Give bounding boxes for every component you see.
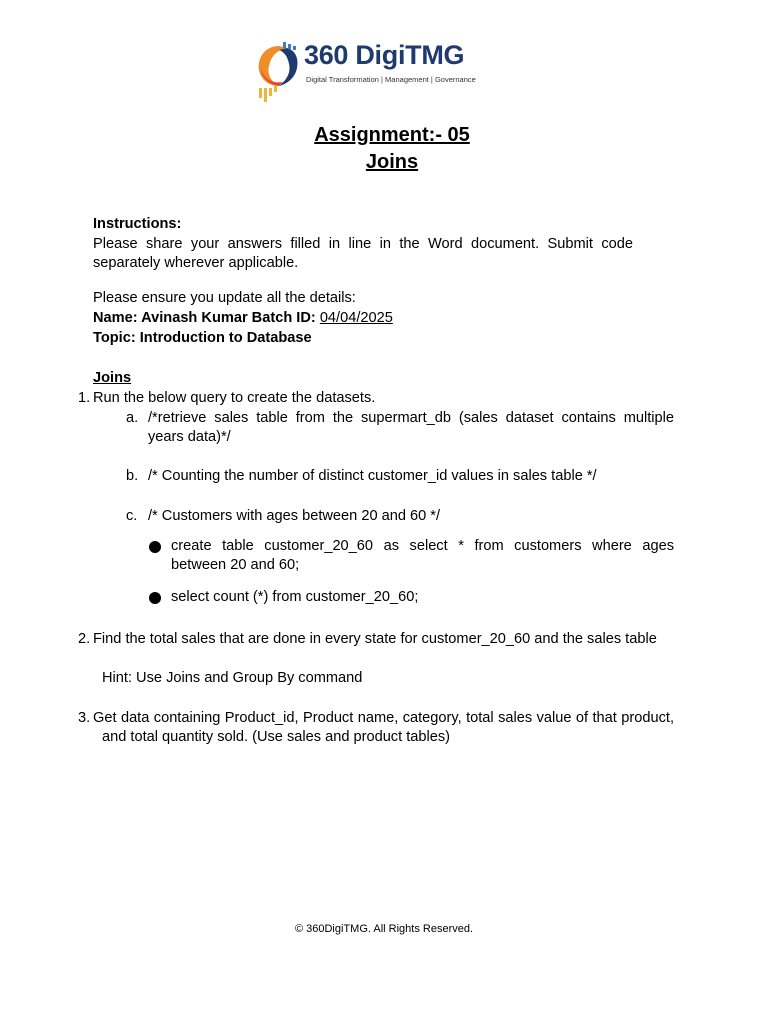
name-batch-line	[93, 309, 393, 328]
logo-wordmark-suffix: DigiTMG	[355, 40, 465, 70]
instructions-body: Please share your answers filled in line in the Word document. Submit code separately wherever applicable.	[93, 236, 633, 271]
q1-text: Run the below query to create the datasets.	[93, 390, 376, 406]
instructions-heading: Instructions:	[93, 216, 182, 232]
q1-a-marker: a.	[126, 410, 139, 426]
company-logo	[253, 40, 513, 104]
assignment-title: Assignment:- 05	[314, 124, 470, 146]
logo-wordmark	[304, 40, 464, 71]
q1-bullet2-text: select count (*) from customer_20_60;	[171, 589, 419, 605]
q2-hint: Hint: Use Joins and Group By command	[102, 670, 363, 686]
footer-copyright: © 360DigiTMG. All Rights Reserved.	[294, 923, 474, 935]
q1-a-text: /*retrieve sales table from the supermart_db (sales dataset contains multiple years data)*/	[148, 410, 674, 445]
name-label: Name: Avinash Kumar Batch ID:	[93, 310, 316, 326]
q3-number: 3.	[78, 710, 91, 726]
q3-text: Get data containing Product_id, Product name, category, total sales value of that product, and total quantity sold. (Use sales and product tables)	[93, 710, 674, 745]
q1-b-marker: b.	[126, 468, 139, 484]
logo-tagline: Digital Transformation | Management | Governance	[306, 75, 476, 84]
logo-mark-icon	[253, 40, 303, 104]
section-heading: Joins	[93, 370, 132, 386]
assignment-subtitle: Joins	[365, 151, 419, 173]
q2-text: Find the total sales that are done in every state for customer_20_60 and the sales table	[93, 631, 657, 647]
q1-bullet1-text: create table customer_20_60 as select * from customers where ages between 20 and 60;	[171, 538, 674, 573]
bullet-icon	[149, 592, 161, 604]
q1-c-text: /* Customers with ages between 20 and 60 */	[148, 508, 441, 524]
q1-c-marker: c.	[126, 508, 138, 524]
details-intro: Please ensure you update all the details:	[93, 290, 356, 306]
q2-number: 2.	[78, 631, 91, 647]
batch-id-value: 04/04/2025	[319, 310, 393, 326]
bullet-icon	[149, 541, 161, 553]
q1-b-text: /* Counting the number of distinct customer_id values in sales table */	[148, 468, 597, 484]
q1-number: 1.	[78, 390, 91, 406]
logo-wordmark-prefix: 360	[304, 40, 356, 70]
topic-line: Topic: Introduction to Database	[93, 330, 312, 346]
